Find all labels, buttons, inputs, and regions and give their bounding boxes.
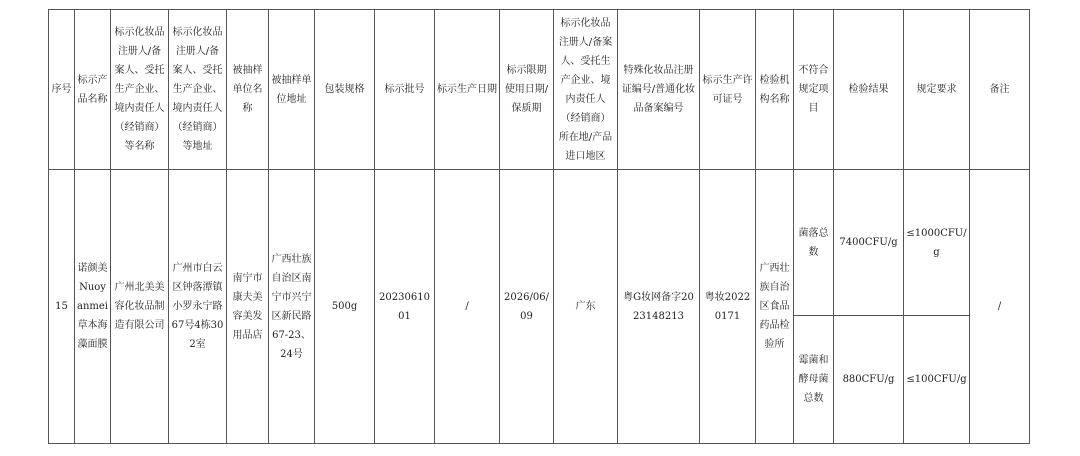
cell-origin: 广东 (554, 170, 618, 444)
cell-failed-item-1: 菌落总数 (794, 170, 834, 316)
cell-sampled-unit-address: 广西壮族自治区南宁市兴宁区新民路67-23、24号 (269, 170, 315, 444)
header-product-name: 标示产品名称 (75, 10, 111, 170)
cell-result-2: 880CFU/g (834, 316, 904, 444)
header-registration-no: 特殊化妆品注册证编号/普通化妆品备案编号 (618, 10, 700, 170)
header-license-no: 标示生产许可证号 (700, 10, 756, 170)
cell-sampled-unit-name: 南宁市康夫美容美发用品店 (227, 170, 269, 444)
cell-registration-no: 粤G妆网备字2023148213 (618, 170, 700, 444)
header-production-date: 标示生产日期 (435, 10, 500, 170)
cell-failed-item-2: 霉菌和酵母菌总数 (794, 316, 834, 444)
cell-company-name: 广州北美美容化妆品制造有限公司 (111, 170, 169, 444)
table-row (49, 170, 1030, 316)
header-package-spec: 包装规格 (315, 10, 375, 170)
cell-package-spec: 500g (315, 170, 375, 444)
cell-expiry-date: 2026/06/09 (500, 170, 554, 444)
header-sampled-unit-name: 被抽样单位名称 (227, 10, 269, 170)
cell-inspection-agency: 广西壮族自治区食品药品检验所 (756, 170, 794, 444)
cell-remarks: / (970, 170, 1030, 444)
inspection-table (48, 9, 1030, 444)
cell-company-address: 广州市白云区钟落潭镇小罗永宁路67号4栋302室 (169, 170, 227, 444)
header-sampled-unit-address: 被抽样单位地址 (269, 10, 315, 170)
header-index: 序号 (49, 10, 75, 170)
header-remarks: 备注 (970, 10, 1030, 170)
cell-index: 15 (49, 170, 75, 444)
header-result: 检验结果 (834, 10, 904, 170)
header-company-name: 标示化妆品注册人/备案人、受托生产企业、境内责任人（经销商）等名称 (111, 10, 169, 170)
header-row (49, 10, 1030, 170)
cell-requirement-1: ≤1000CFU/g (904, 170, 970, 316)
cell-result-1: 7400CFU/g (834, 170, 904, 316)
header-requirement: 规定要求 (904, 10, 970, 170)
header-batch-no: 标示批号 (375, 10, 435, 170)
header-failed-item: 不符合规定项目 (794, 10, 834, 170)
cell-production-date: / (435, 170, 500, 444)
cell-license-no: 粤妆20220171 (700, 170, 756, 444)
cell-batch-no: 2023061001 (375, 170, 435, 444)
header-origin: 标示化妆品注册人/备案人、受托生产企业、境内责任人（经销商）所在地/产品进口地区 (554, 10, 618, 170)
header-inspection-agency: 检验机构名称 (756, 10, 794, 170)
cell-requirement-2: ≤100CFU/g (904, 316, 970, 444)
header-expiry-date: 标示限期使用日期/保质期 (500, 10, 554, 170)
cell-product-name: 诺颜美Nuoyanmei草本海藻面膜 (75, 170, 111, 444)
header-company-address: 标示化妆品注册人/备案人、受托生产企业、境内责任人（经销商）等地址 (169, 10, 227, 170)
